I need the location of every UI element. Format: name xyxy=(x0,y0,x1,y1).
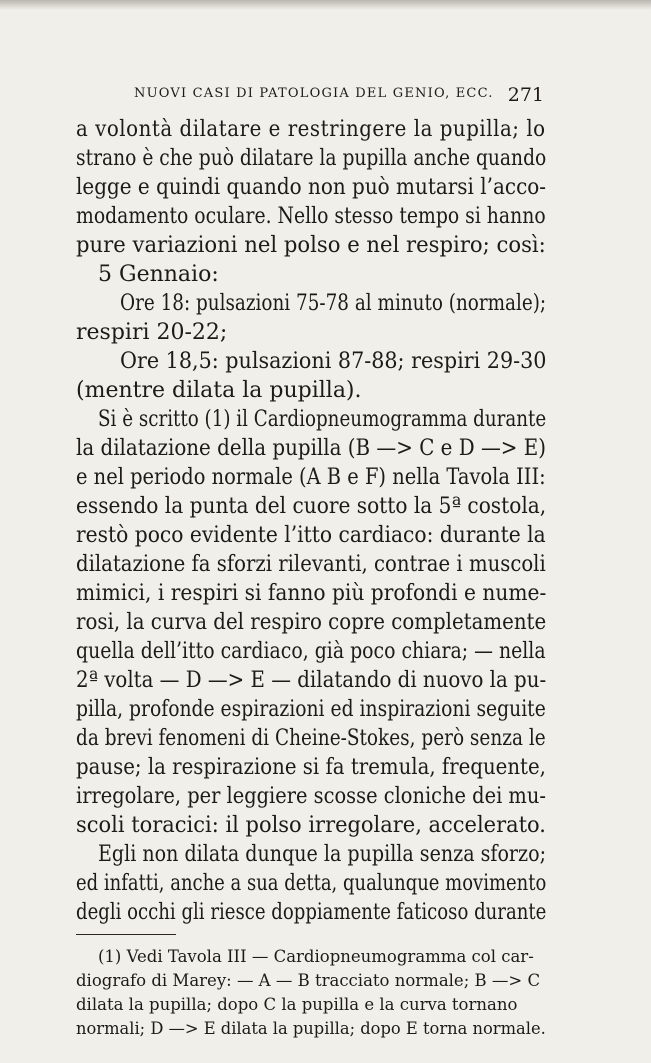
body-line: irregolare, per leggiere scosse cloniche dei mu- xyxy=(76,784,546,809)
page-header xyxy=(134,84,544,104)
body-line: la dilatazione della pupilla (B —> C e D —> E) xyxy=(76,436,546,461)
body-line: 2ª volta — D —> E — dilatando di nuovo la pu- xyxy=(76,668,547,693)
body-line: ed infatti, anche a sua detta, qualunque movimento xyxy=(76,871,547,896)
page-number: 271 xyxy=(507,84,544,106)
body-line: rosi, la curva del respiro copre completamente xyxy=(76,610,547,635)
body-line: restò poco evidente l’itto cardiaco: durante la xyxy=(76,523,546,548)
body-line: da brevi fenomeni di Cheine-Stokes, però senza le xyxy=(76,726,546,751)
body-line: scoli toracici: il polso irregolare, accelerato. xyxy=(76,813,546,838)
footnote-line: (1) Vedi Tavola III — Cardiopneumogramma col car- xyxy=(98,947,534,966)
body-line: Ore 18,5: pulsazioni 87-88; respiri 29-30 xyxy=(120,349,547,374)
body-line: essendo la punta del cuore sotto la 5ª costola, xyxy=(76,494,547,519)
body-line: a volontà dilatare e restringere la pupilla; lo xyxy=(76,117,546,142)
running-title: NUOVI CASI DI PATOLOGIA DEL GENIO, ECC. xyxy=(134,86,494,101)
footnote-line: diografo di Marey: — A — B tracciato normale; B —> C xyxy=(76,971,541,990)
footnote-line: dilata la pupilla; dopo C la pupilla e la curva tornano xyxy=(76,995,518,1014)
body-line: pure variazioni nel polso e nel respiro; così: xyxy=(76,233,546,258)
body-line: e nel periodo normale (A B e F) nella Tavola III: xyxy=(76,465,546,490)
body-line: legge e quindi quando non può mutarsi l’acco- xyxy=(76,175,546,200)
page-edge-shadow xyxy=(0,0,651,10)
body-line: (mentre dilata la pupilla). xyxy=(76,378,362,403)
body-line: dilatazione fa sforzi rilevanti, contrae i muscoli xyxy=(76,552,546,577)
body-line: modamento oculare. Nello stesso tempo si hanno xyxy=(76,204,546,229)
body-line: degli occhi gli riesce doppiamente faticoso durante xyxy=(76,900,547,925)
body-line: mimici, i respiri si fanno più profondi e nume- xyxy=(76,581,547,606)
body-line: strano è che può dilatare la pupilla anche quando xyxy=(76,146,547,171)
body-line: pilla, profonde espirazioni ed inspirazioni seguite xyxy=(76,697,546,722)
body-line: Si è scritto (1) il Cardiopneumogramma durante xyxy=(98,407,547,432)
body-line: pause; la respirazione si fa tremula, frequente, xyxy=(76,755,546,780)
body-line: Egli non dilata dunque la pupilla senza sforzo; xyxy=(98,842,546,867)
footnote-separator xyxy=(76,934,176,935)
body-line: Ore 18: pulsazioni 75-78 al minuto (normale); xyxy=(120,291,547,316)
body-line: 5 Gennaio: xyxy=(98,262,219,287)
body-line: quella dell’itto cardiaco, già poco chiara; — nella xyxy=(76,639,546,664)
footnote-line: normali; D —> E dilata la pupilla; dopo E torna normale. xyxy=(76,1019,546,1038)
body-line: respiri 20-22; xyxy=(76,320,228,345)
